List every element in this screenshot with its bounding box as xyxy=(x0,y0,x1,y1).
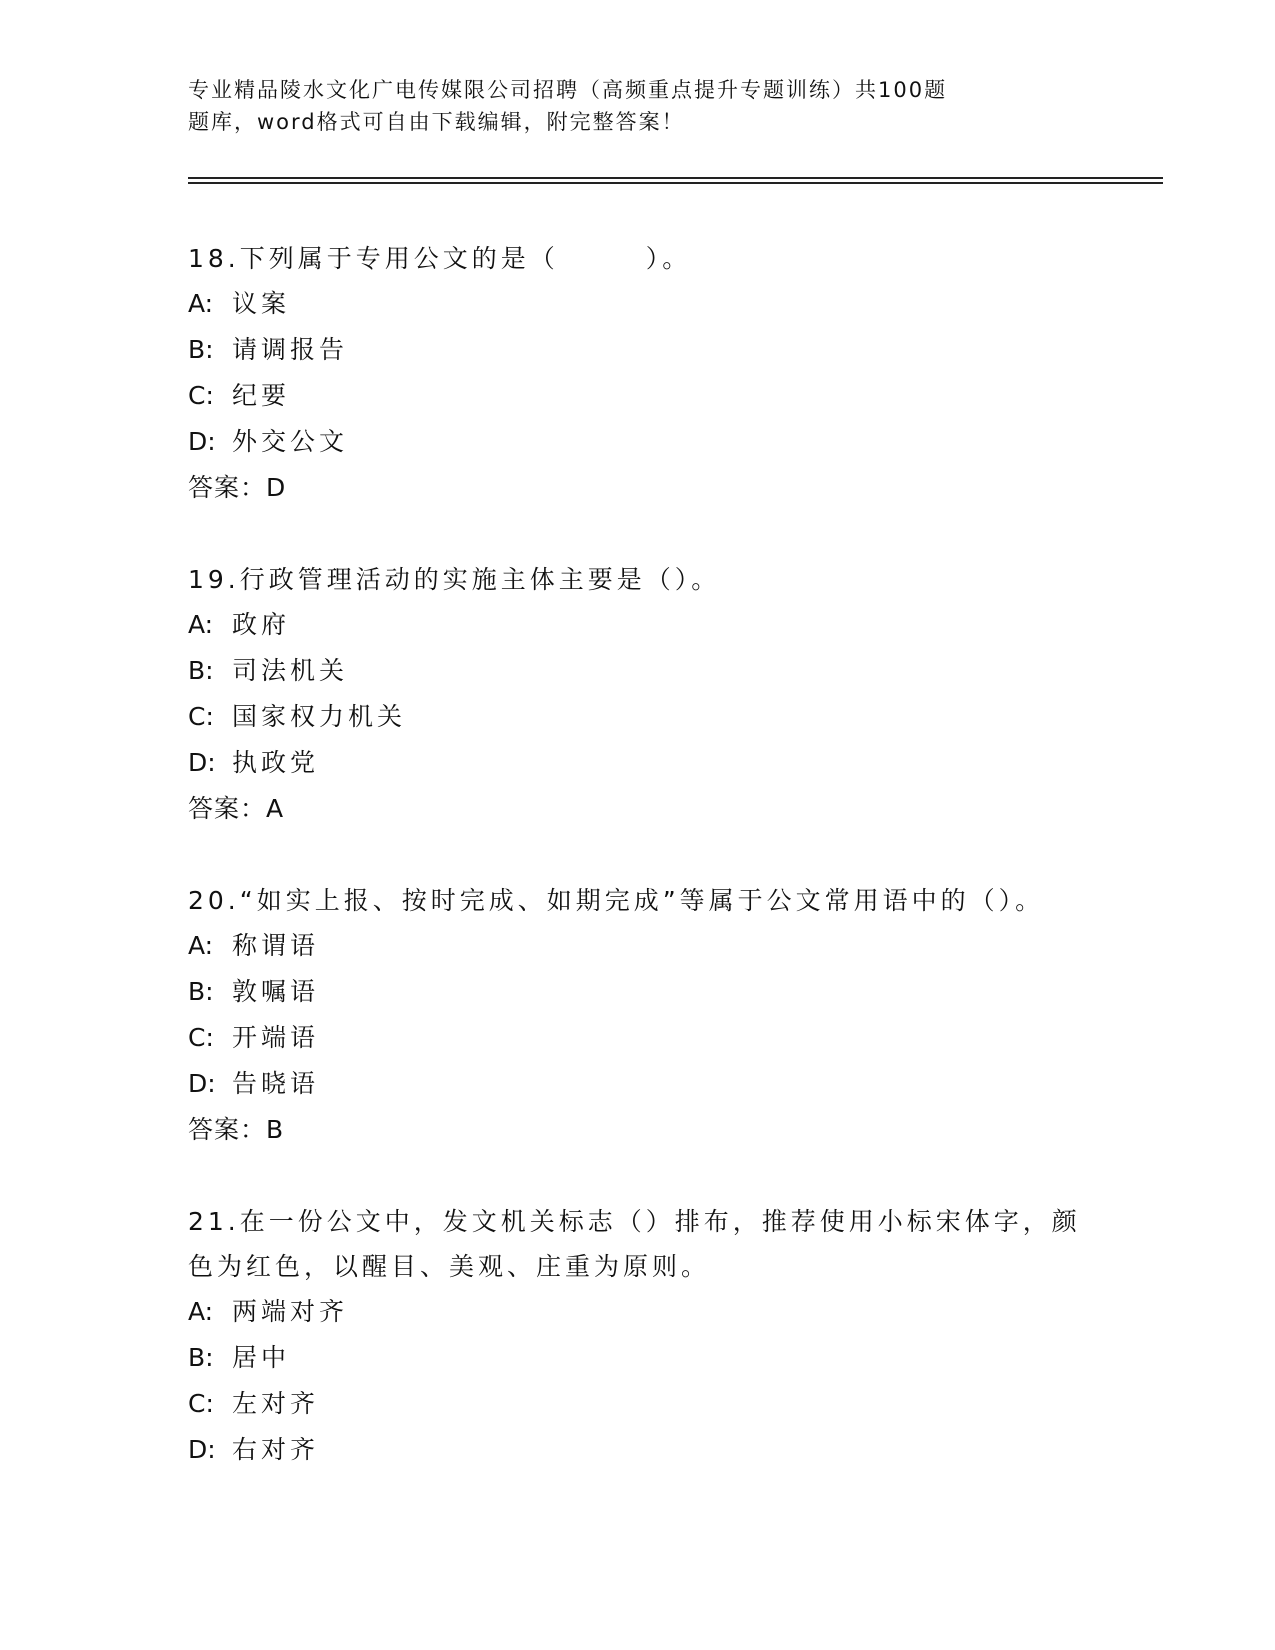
option-letter: B: xyxy=(188,1343,214,1372)
option-text: 右对齐 xyxy=(232,1435,320,1464)
option-text: 请调报告 xyxy=(232,335,349,364)
option-a xyxy=(188,602,1088,648)
option-a xyxy=(188,281,1088,327)
option-letter: C: xyxy=(188,702,214,731)
option-text: 两端对齐 xyxy=(232,1297,349,1326)
option-text: 左对齐 xyxy=(232,1389,320,1418)
option-text: 国家权力机关 xyxy=(232,702,407,731)
option-letter: D: xyxy=(188,427,216,456)
option-text: 政府 xyxy=(232,610,291,639)
option-b xyxy=(188,1335,1088,1381)
option-text: 开端语 xyxy=(232,1023,320,1052)
option-text: 执政党 xyxy=(232,748,320,777)
option-letter: D: xyxy=(188,748,216,777)
option-text: 议案 xyxy=(232,289,291,318)
option-a xyxy=(188,1289,1088,1335)
option-letter: D: xyxy=(188,1435,216,1464)
option-text: 居中 xyxy=(232,1343,291,1372)
option-letter: D: xyxy=(188,1069,216,1098)
option-letter: C: xyxy=(188,381,214,410)
option-c xyxy=(188,1381,1088,1427)
document-header xyxy=(188,74,1028,138)
question-20 xyxy=(188,878,1088,1153)
option-text: 外交公文 xyxy=(232,427,349,456)
option-d xyxy=(188,419,1088,465)
option-letter: B: xyxy=(188,977,214,1006)
option-c xyxy=(188,694,1088,740)
header-divider-top xyxy=(188,177,1163,179)
option-b xyxy=(188,969,1088,1015)
question-stem: 20.“如实上报、按时完成、如期完成”等属于公文常用语中的（）。 xyxy=(188,886,1045,915)
header-line-2: 题库，word格式可自由下载编辑，附完整答案！ xyxy=(188,110,685,134)
option-a xyxy=(188,923,1088,969)
option-letter: A: xyxy=(188,931,214,960)
option-c xyxy=(188,1015,1088,1061)
option-text: 司法机关 xyxy=(232,656,349,685)
header-line-1: 专业精品陵水文化广电传媒限公司招聘（高频重点提升专题训练）共100题 xyxy=(188,78,948,102)
question-stem: 21.在一份公文中，发文机关标志（）排布，推荐使用小标宋体字，颜色为红色，以醒目、美观、庄重为原则。 xyxy=(188,1207,1081,1281)
option-text: 纪要 xyxy=(232,381,291,410)
option-text: 称谓语 xyxy=(232,931,320,960)
option-letter: B: xyxy=(188,335,214,364)
option-d xyxy=(188,1427,1088,1473)
option-letter: C: xyxy=(188,1389,214,1418)
option-letter: A: xyxy=(188,1297,214,1326)
question-stem: 19.行政管理活动的实施主体主要是（）。 xyxy=(188,565,721,594)
option-b xyxy=(188,648,1088,694)
question-21 xyxy=(188,1199,1088,1473)
option-b xyxy=(188,327,1088,373)
option-d xyxy=(188,740,1088,786)
option-text: 敦嘱语 xyxy=(232,977,320,1006)
answer-line: 答案：A xyxy=(188,794,285,823)
header-divider-bottom xyxy=(188,182,1163,184)
question-19 xyxy=(188,557,1088,832)
option-letter: C: xyxy=(188,1023,214,1052)
option-d xyxy=(188,1061,1088,1107)
option-letter: B: xyxy=(188,656,214,685)
option-c xyxy=(188,373,1088,419)
option-letter: A: xyxy=(188,610,214,639)
question-stem: 18.下列属于专用公文的是（ ）。 xyxy=(188,244,692,273)
answer-line: 答案：B xyxy=(188,1115,285,1144)
question-18 xyxy=(188,236,1088,511)
answer-line: 答案：D xyxy=(188,473,287,502)
option-text: 告晓语 xyxy=(232,1069,320,1098)
option-letter: A: xyxy=(188,289,214,318)
